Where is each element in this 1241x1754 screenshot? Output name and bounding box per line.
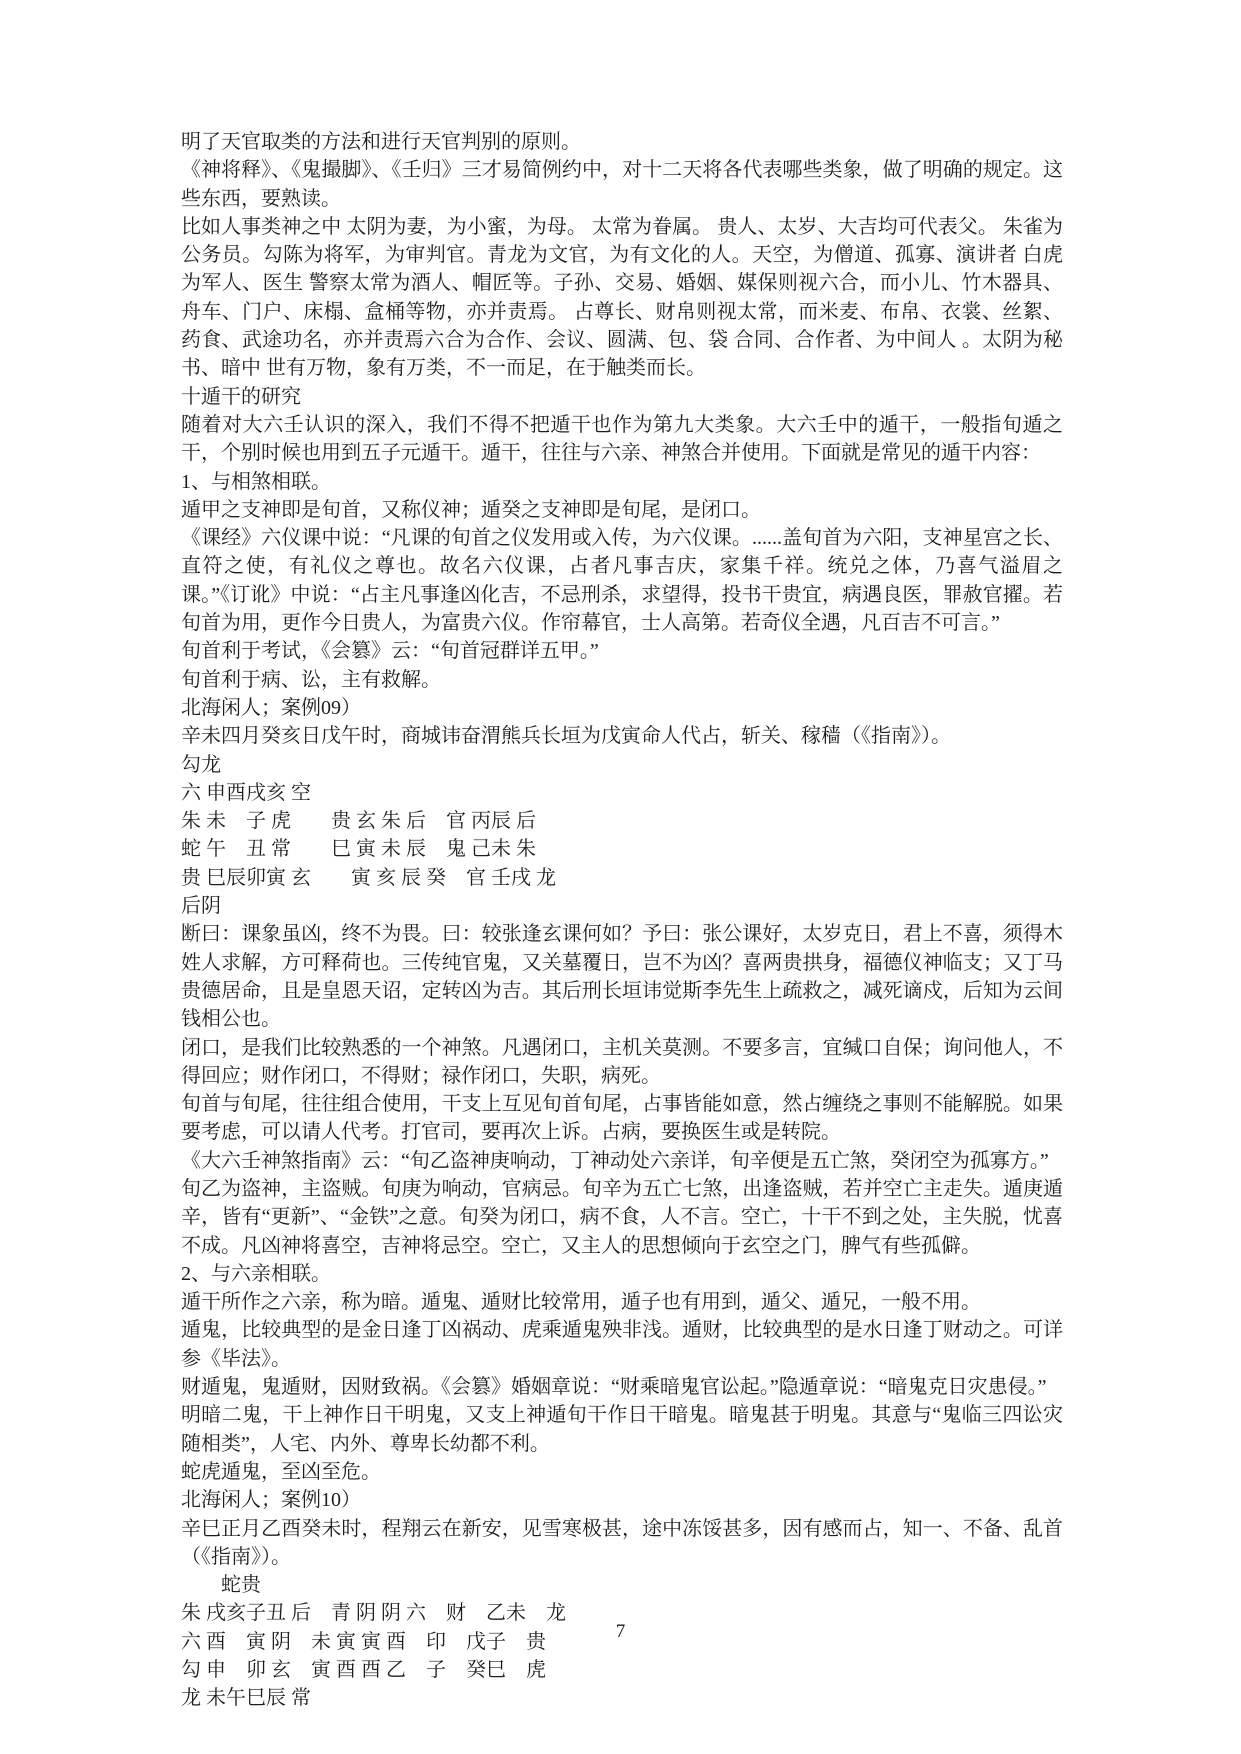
plate-line: 蛇 午 丑 常 巳 寅 未 辰 鬼 己未 朱 <box>181 838 536 861</box>
plate-line: 朱 戌亥子丑 后 青 阴 阴 六 财 乙未 龙 <box>181 1602 566 1625</box>
paragraph: 比如人事类神之中 太阴为妻，为小蜜，为母。 太常为眷属。 贵人、太岁、大吉均可代表父。 朱雀为公务员。勾陈为将军，为审判官。青龙为文官，为有文化的人。天空，为僧道、孤寡、演讲者 白虎为军人、医生 警察太常为酒人、帽匠等。子孙、交易、婚姻、媒保则视六合，而小儿、竹木器具、舟车、门户、床榻、盒桶等物，亦并责焉。 占尊长、财帛则视太常，而米麦、布帛、衣裳、丝絮、药食、武途功名，亦并责焉六合为合作、会议、圆满、包、袋 合同、合作者、为中间人 。太阴为秘书、暗中 世有万物，象有万类，不一而足，在于触类而长。 <box>181 215 1063 380</box>
list-item: 2、与六亲相联。 <box>181 1262 331 1285</box>
paragraph: 遁甲之支神即是旬首，又称仪神；遁癸之支神即是旬尾，是闭口。 <box>181 498 761 521</box>
plate-line: 勾龙 <box>181 753 221 776</box>
plate-line: 贵 巳辰卯寅 玄 寅 亥 辰 癸 官 壬戌 龙 <box>181 866 556 889</box>
paragraph: 《课经》六仪课中说：“凡课的旬首之仪发用或入传，为六仪课。......盖旬首为六阳，支神星宫之长、直符之使，有礼仪之尊也。故名六仪课，占者凡事吉庆，家集千祥。统兑之体，乃喜气溢眉之课。”《订讹》中说：“占主凡事逢凶化吉，不忌刑杀，求望得，投书干贵宜，病遇良医，罪赦官擢。若旬首为用，更作今日贵人，为富贵六仪。作帘幕官，士人高第。若奇仪全遇，凡百吉不可言。” <box>181 527 1063 635</box>
paragraph: 遁鬼，比较典型的是金日逢丁凶祸动、虎乘遁鬼殃非浅。遁财，比较典型的是水日逢丁财动之。可详参《毕法》。 <box>181 1319 1063 1370</box>
paragraph: 蛇虎遁鬼，至凶至危。 <box>181 1460 381 1483</box>
paragraph: 遁干所作之六亲，称为暗。遁鬼、遁财比较常用，遁子也有用到，遁父、遁兄，一般不用。 <box>181 1291 981 1314</box>
paragraph: 随着对大六壬认识的深入，我们不得不把遁干也作为第九大类象。大六壬中的遁干，一般指旬遁之干，个别时候也用到五子元遁干。遁干，往往与六亲、神煞合并使用。下面就是常见的遁干内容： <box>181 413 1063 465</box>
paragraph: 明暗二鬼，干上神作日干明鬼，又支上神遁旬干作日干暗鬼。暗鬼甚于明鬼。其意与“鬼临三四讼灾随相类”，人宅、内外、尊卑长幼都不利。 <box>181 1404 1063 1455</box>
paragraph: 《大六壬神煞指南》云：“旬乙盗神庚响动，丁神动处六亲详，旬辛便是五亡煞，癸闭空为孤寡方。” <box>181 1149 1049 1172</box>
plate-line: 六 酉 寅 阴 未 寅 寅 酉 印 戊子 贵 <box>181 1630 546 1653</box>
paragraph: 旬首利于考试，《会篡》云：“旬首冠群详五甲。” <box>181 640 599 663</box>
document-page <box>181 128 1063 1713</box>
section-heading: 十遁干的研究 <box>181 385 301 408</box>
plate-line: 龙 未午巳辰 常 <box>181 1687 311 1710</box>
plate-line: 六 申酉戌亥 空 <box>181 781 311 804</box>
plate-line: 后阴 <box>181 895 221 918</box>
page-number: 7 <box>615 1621 626 1642</box>
case-label: 北海闲人；案例09） <box>181 696 361 719</box>
paragraph: 财遁鬼，鬼遁财，因财致祸。《会篡》婚姻章说：“财乘暗鬼官讼起。”隐遁章说：“暗鬼克日灾患侵。” <box>181 1376 1047 1399</box>
paragraph: 断曰：课象虽凶，终不为畏。曰：较张逢玄课何如？予曰：张公课好，太岁克日，君上不喜，须得木姓人求解，方可释荷也。三传纯官鬼，又关墓覆日，岂不为凶？喜两贵拱身，福德仪神临支；又丁马贵德居命，且是皇恩天诏，定转凶为吉。其后刑长垣讳觉斯李先生上疏救之，减死谪戍，后知为云间钱相公也。 <box>181 923 1063 1031</box>
paragraph: 明了天官取类的方法和进行天官判别的原则。 <box>181 131 581 153</box>
plate-line: 蛇贵 <box>181 1574 261 1597</box>
plate-line: 朱 未 子 虎 贵 玄 朱 后 官 丙辰 后 <box>181 810 536 833</box>
paragraph: 旬首利于病、讼，主有救解。 <box>181 668 441 691</box>
plate-line: 勾 申 卯 玄 寅 酉 酉 乙 子 癸巳 虎 <box>181 1659 546 1682</box>
paragraph: 辛巳正月乙酉癸未时，程翔云在新安，见雪寒极甚，途中冻馁甚多，因有感而占，知一、不备、乱首（《指南》）。 <box>181 1517 1063 1568</box>
case-label: 北海闲人；案例10） <box>181 1489 361 1512</box>
paragraph: 闭口，是我们比较熟悉的一个神煞。凡遇闭口，主机关莫测。不要多言，宜缄口自保；询问他人，不得回应；财作闭口，不得财；禄作闭口，失职，病死。 <box>181 1036 1063 1087</box>
paragraph: 辛未四月癸亥日戊午时，商城讳奋渭熊兵长垣为戊寅命人代占，斩关、稼穑（《指南》）。 <box>181 725 951 748</box>
paragraph: 《神将释》、《鬼撮脚》、《壬归》三才易简例约中，对十二天将各代表哪些类象，做了明确的规定。这些东西，要熟读。 <box>181 159 1063 210</box>
list-item: 1、与相煞相联。 <box>181 470 331 493</box>
paragraph: 旬首与旬尾，往往组合使用，干支上互见旬首旬尾，占事皆能如意，然占缠绕之事则不能解脱。如果要考虑，可以请人代考。打官司，要再次上诉。占病，要换医生或是转院。 <box>181 1093 1063 1144</box>
paragraph: 旬乙为盗神，主盗贼。旬庚为响动，官病忌。旬辛为五亡七煞，出逢盗贼，若并空亡主走失。遁庚遁辛，皆有“更新”、“金铁”之意。旬癸为闭口，病不食，人不言。空亡，十干不到之处，主失脱，忧喜不成。凡凶神将喜空，吉神将忌空。空亡，又主人的思想倾向于玄空之门，脾气有些孤僻。 <box>181 1177 1063 1257</box>
